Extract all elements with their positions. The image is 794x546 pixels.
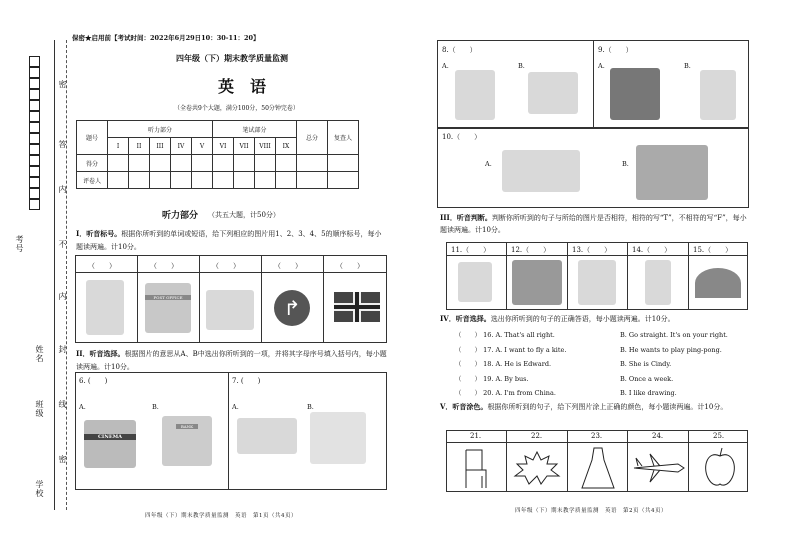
q1-blank[interactable]: （ ） [150,262,178,270]
label-exam-number: 考号 [15,235,24,253]
q15-blank[interactable]: 15.（ ） [693,246,733,254]
photographers-image [636,145,708,200]
exam-number-boxes[interactable] [29,56,42,210]
seal-line [66,40,67,510]
listening-subtitle: （共五大题，计50分） [208,211,280,219]
q21-label: 21. [470,432,482,440]
score-table: 题号 听力部分 笔试部分 总分 复查人 I II III IV V VI VII VIII IX 得分 评卷人 [76,120,359,189]
subject-title: 英 语 [218,77,267,96]
q1-blank[interactable]: （ ） [336,262,364,270]
q1-instructions: I．听音标号。根据你所听到的单词或短语，给下列相应的图片用1、2、3、4、5的顺序标号，每小题读两遍。计10分。 [76,229,382,251]
boy-flag-image [645,260,671,305]
q1-blank[interactable]: （ ） [274,262,302,270]
q8-blank[interactable]: 8.（ ） [442,46,477,54]
big-ben-image [512,260,562,305]
q6-blank[interactable]: 6. ( ) [79,377,108,385]
reviewer-header: 复查人 [328,121,359,155]
exam-title: 四年级（下）期末教学质量监测 [176,53,288,63]
leaf-icon[interactable] [511,448,563,488]
q14-blank[interactable]: 14.（ ） [632,246,672,254]
airplane-icon[interactable] [630,450,686,486]
list-item: （ ） 18. A. He is Edward. B. She is Cindy. [455,360,672,368]
cinema-image: CINEMA [84,420,136,468]
tent-image [695,268,741,298]
girl-thinking-image [458,262,492,302]
q1-blank[interactable]: （ ） [212,262,240,270]
q12-blank[interactable]: 12.（ ） [511,246,551,254]
row-label: 题号 [77,121,108,155]
seal-char: 线 [58,400,67,409]
running-girl-image [455,70,495,120]
picnic-image [502,150,580,192]
footer-left: 四年级（下）期末教学质量监测 英语 第1页（共4页） [145,513,298,519]
group-written: 笔试部分 [213,121,297,138]
confidential-line: 保密★启用前【考试时间：2022年6月29日10：30-11：20】 [72,34,260,42]
q13-blank[interactable]: 13.（ ） [572,246,612,254]
koala-image [610,68,660,120]
label-school: 学校 [35,480,44,498]
q1-blank[interactable]: （ ） [88,262,116,270]
apple-icon[interactable] [700,446,740,490]
turn-right-sign-icon: ↱ [274,290,310,326]
list-item: （ ） 19. A. By bus. B. Once a week. [455,374,674,383]
meeting-image [206,290,254,330]
q3-instructions: III．听音判断。判断你所听到的句子与所给的图片是否相符，相符的写“T”，不相符的写“F”，每小题读两遍。计10分。 [440,213,747,234]
group-listen: 听力部分 [108,121,213,138]
q11-blank[interactable]: 11.（ ） [451,246,491,254]
seal-char: 密 [58,455,67,464]
list-item: （ ） 20. A. I'm from China. B. I like drawing. [455,389,677,397]
seal-char: 内 [58,185,67,194]
q23-label: 23. [591,432,603,440]
seal-char: 封 [58,345,67,354]
q2-instructions: II．听音选择。根据图片的意思从A、B中选出你所听到的一项，并将其字母序号填入括号内，每小题读两遍。计10分。 [76,349,387,371]
margin-line [54,40,55,510]
total-header: 总分 [297,121,328,155]
boat-image [237,418,297,454]
q10-blank[interactable]: 10.（ ） [442,133,482,141]
q25-label: 25. [713,432,725,440]
q7-blank[interactable]: 7. ( ) [232,377,261,385]
seal-char: 密 [58,80,67,89]
seal-char: 内 [58,292,67,301]
q9-blank[interactable]: 9.（ ） [598,46,633,54]
bank-image: BANK [162,416,212,466]
seal-char: 答 [58,140,67,149]
label-class: 班级 [35,400,44,418]
list-item: （ ） 16. A. That's all right. B. Go straight. It's on your right. [455,331,728,339]
boy-photo-image [528,72,578,114]
chair-icon[interactable] [456,446,496,490]
label-name: 姓名 [35,345,44,363]
q24-label: 24. [652,432,664,440]
q4-list [455,328,755,401]
violin-girl-image [310,412,366,464]
dress-icon[interactable] [578,446,618,490]
dancer-image [578,260,616,305]
exam-note: （全卷共9个大题，满分100分，50分钟完卷） [174,105,299,112]
seal-char: 不 [58,240,67,249]
post-office-image: POST OFFICE [145,283,191,333]
q4-instructions: IV．听音选择。选出你所听到的句子的正确答语，每小题读两遍。计10分。 [440,314,675,323]
q22-label: 22. [531,432,543,440]
listening-title: 听力部分 [162,211,199,221]
union-flag-icon [334,292,380,322]
list-item: （ ） 17. A. I want to fly a kite. B. He wants to play ping-pong. [455,345,722,354]
boy-reading-image [86,280,124,335]
footer-right: 四年级（下）期末教学质量监测 英语 第2页（共4页） [515,508,668,514]
q5-instructions: V．听音涂色。根据你所听到的句子，给下列图片涂上正确的颜色，每小题读两遍。计10分。 [440,402,728,411]
kangaroo-image [700,70,736,120]
